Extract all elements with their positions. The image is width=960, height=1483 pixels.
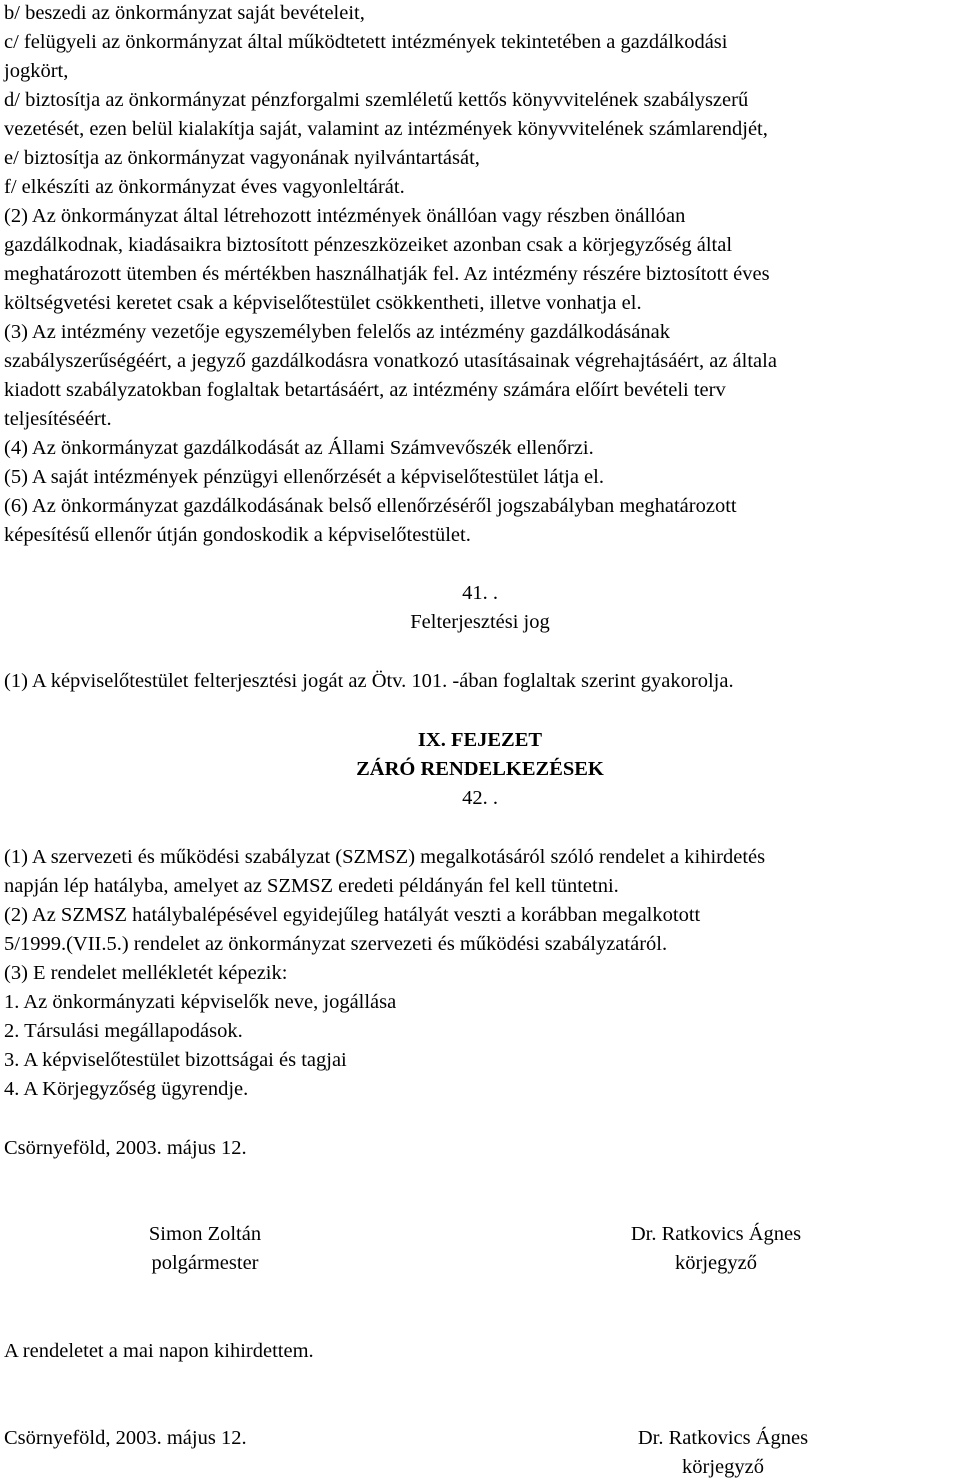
text-line: (3) Az intézmény vezetője egyszemélyben felelős az intézmény gazdálkodásának bbox=[4, 321, 670, 343]
place-date: Csörnyeföld, 2003. május 12. bbox=[4, 1137, 247, 1159]
text-line: (4) Az önkormányzat gazdálkodását az Állami Számvevőszék ellenőrzi. bbox=[4, 437, 594, 459]
text-line: d/ biztosítja az önkormányzat pénzforgalmi szemléletű kettős könyvvitelének szabályszerű bbox=[4, 89, 749, 111]
announcement-text: A rendeletet a mai napon kihirdettem. bbox=[4, 1340, 314, 1362]
text-line: 5/1999.(VII.5.) rendelet az önkormányzat szervezeti és működési szabályzatáról. bbox=[4, 933, 668, 955]
text-line: napján lép hatályba, amelyet az SZMSZ eredeti példányán fel kell tüntetni. bbox=[4, 875, 619, 897]
text-line: (5) A saját intézmények pénzügyi ellenőrzését a képviselőtestület látja el. bbox=[4, 466, 604, 488]
text-line: c/ felügyeli az önkormányzat által működtetett intézmények tekintetében a gazdálkodási bbox=[4, 31, 728, 53]
text-line: (6) Az önkormányzat gazdálkodásának belső ellenőrzéséről jogszabályban meghatározott bbox=[4, 495, 737, 517]
text-line: 2. Társulási megállapodások. bbox=[4, 1020, 243, 1042]
section-42-number: 42. . bbox=[462, 787, 498, 809]
text-line: (3) E rendelet mellékletét képezik: bbox=[4, 962, 288, 984]
text-line: költségvetési keretet csak a képviselőtestület csökkentheti, illetve vonhatja el. bbox=[4, 292, 642, 314]
text-line: gazdálkodnak, kiadásaikra biztosított pénzeszközeiket azonban csak a körjegyzőség által bbox=[4, 234, 733, 256]
footer-signature-title: körjegyző bbox=[682, 1456, 764, 1478]
text-line: jogkört, bbox=[4, 60, 69, 82]
text-line: (1) A szervezeti és működési szabályzat (SZMSZ) megalkotásáról szóló rendelet a kihirdetés bbox=[4, 846, 766, 868]
text-line: 3. A képviselőtestület bizottságai és tagjai bbox=[4, 1049, 347, 1071]
section-41-paragraph: (1) A képviselőtestület felterjesztési jogát az Ötv. 101. -ában foglaltak szerint gyakorolja. bbox=[4, 670, 734, 692]
text-line: vezetését, ezen belül kialakítja saját, valamint az intézmények könyvvitelének számlarendjét, bbox=[4, 118, 768, 140]
signature-left-title: polgármester bbox=[151, 1252, 259, 1274]
text-line: (2) Az SZMSZ hatálybalépésével egyidejűleg hatályát veszti a korábban megalkotott bbox=[4, 904, 701, 926]
text-line: 4. A Körjegyzőség ügyrendje. bbox=[4, 1078, 249, 1100]
text-line: teljesítéséért. bbox=[4, 408, 112, 430]
text-line: kiadott szabályzatokban foglaltak betartásáért, az intézmény számára előírt bevételi terv bbox=[4, 379, 726, 401]
text-line: szabályszerűségéért, a jegyző gazdálkodásra vonatkozó utasításainak végrehajtásáért, az általa bbox=[4, 350, 777, 372]
signature-right-name: Dr. Ratkovics Ágnes bbox=[630, 1223, 802, 1245]
text-line: (2) Az önkormányzat által létrehozott intézmények önállóan vagy részben önállóan bbox=[4, 205, 686, 227]
text-line: 1. Az önkormányzati képviselők neve, jogállása bbox=[4, 991, 397, 1013]
text-line: b/ beszedi az önkormányzat saját bevételeit, bbox=[4, 2, 365, 24]
signature-left-name: Simon Zoltán bbox=[148, 1223, 262, 1245]
text-line: meghatározott ütemben és mértékben használhatják fel. Az intézmény részére biztosított éves bbox=[4, 263, 770, 285]
section-41-number: 41. . bbox=[462, 582, 498, 604]
section-41-title: Felterjesztési jog bbox=[410, 611, 550, 633]
chapter-number: IX. FEJEZET bbox=[417, 729, 543, 751]
text-line: f/ elkészíti az önkormányzat éves vagyonleltárát. bbox=[4, 176, 405, 198]
footer-place-date: Csörnyeföld, 2003. május 12. bbox=[4, 1427, 247, 1449]
chapter-title: ZÁRÓ RENDELKEZÉSEK bbox=[356, 758, 604, 780]
text-line: e/ biztosítja az önkormányzat vagyonának nyilvántartását, bbox=[4, 147, 480, 169]
text-line: képesítésű ellenőr útján gondoskodik a képviselőtestület. bbox=[4, 524, 471, 546]
footer-signature-name: Dr. Ratkovics Ágnes bbox=[637, 1427, 809, 1449]
signature-right-title: körjegyző bbox=[675, 1252, 757, 1274]
